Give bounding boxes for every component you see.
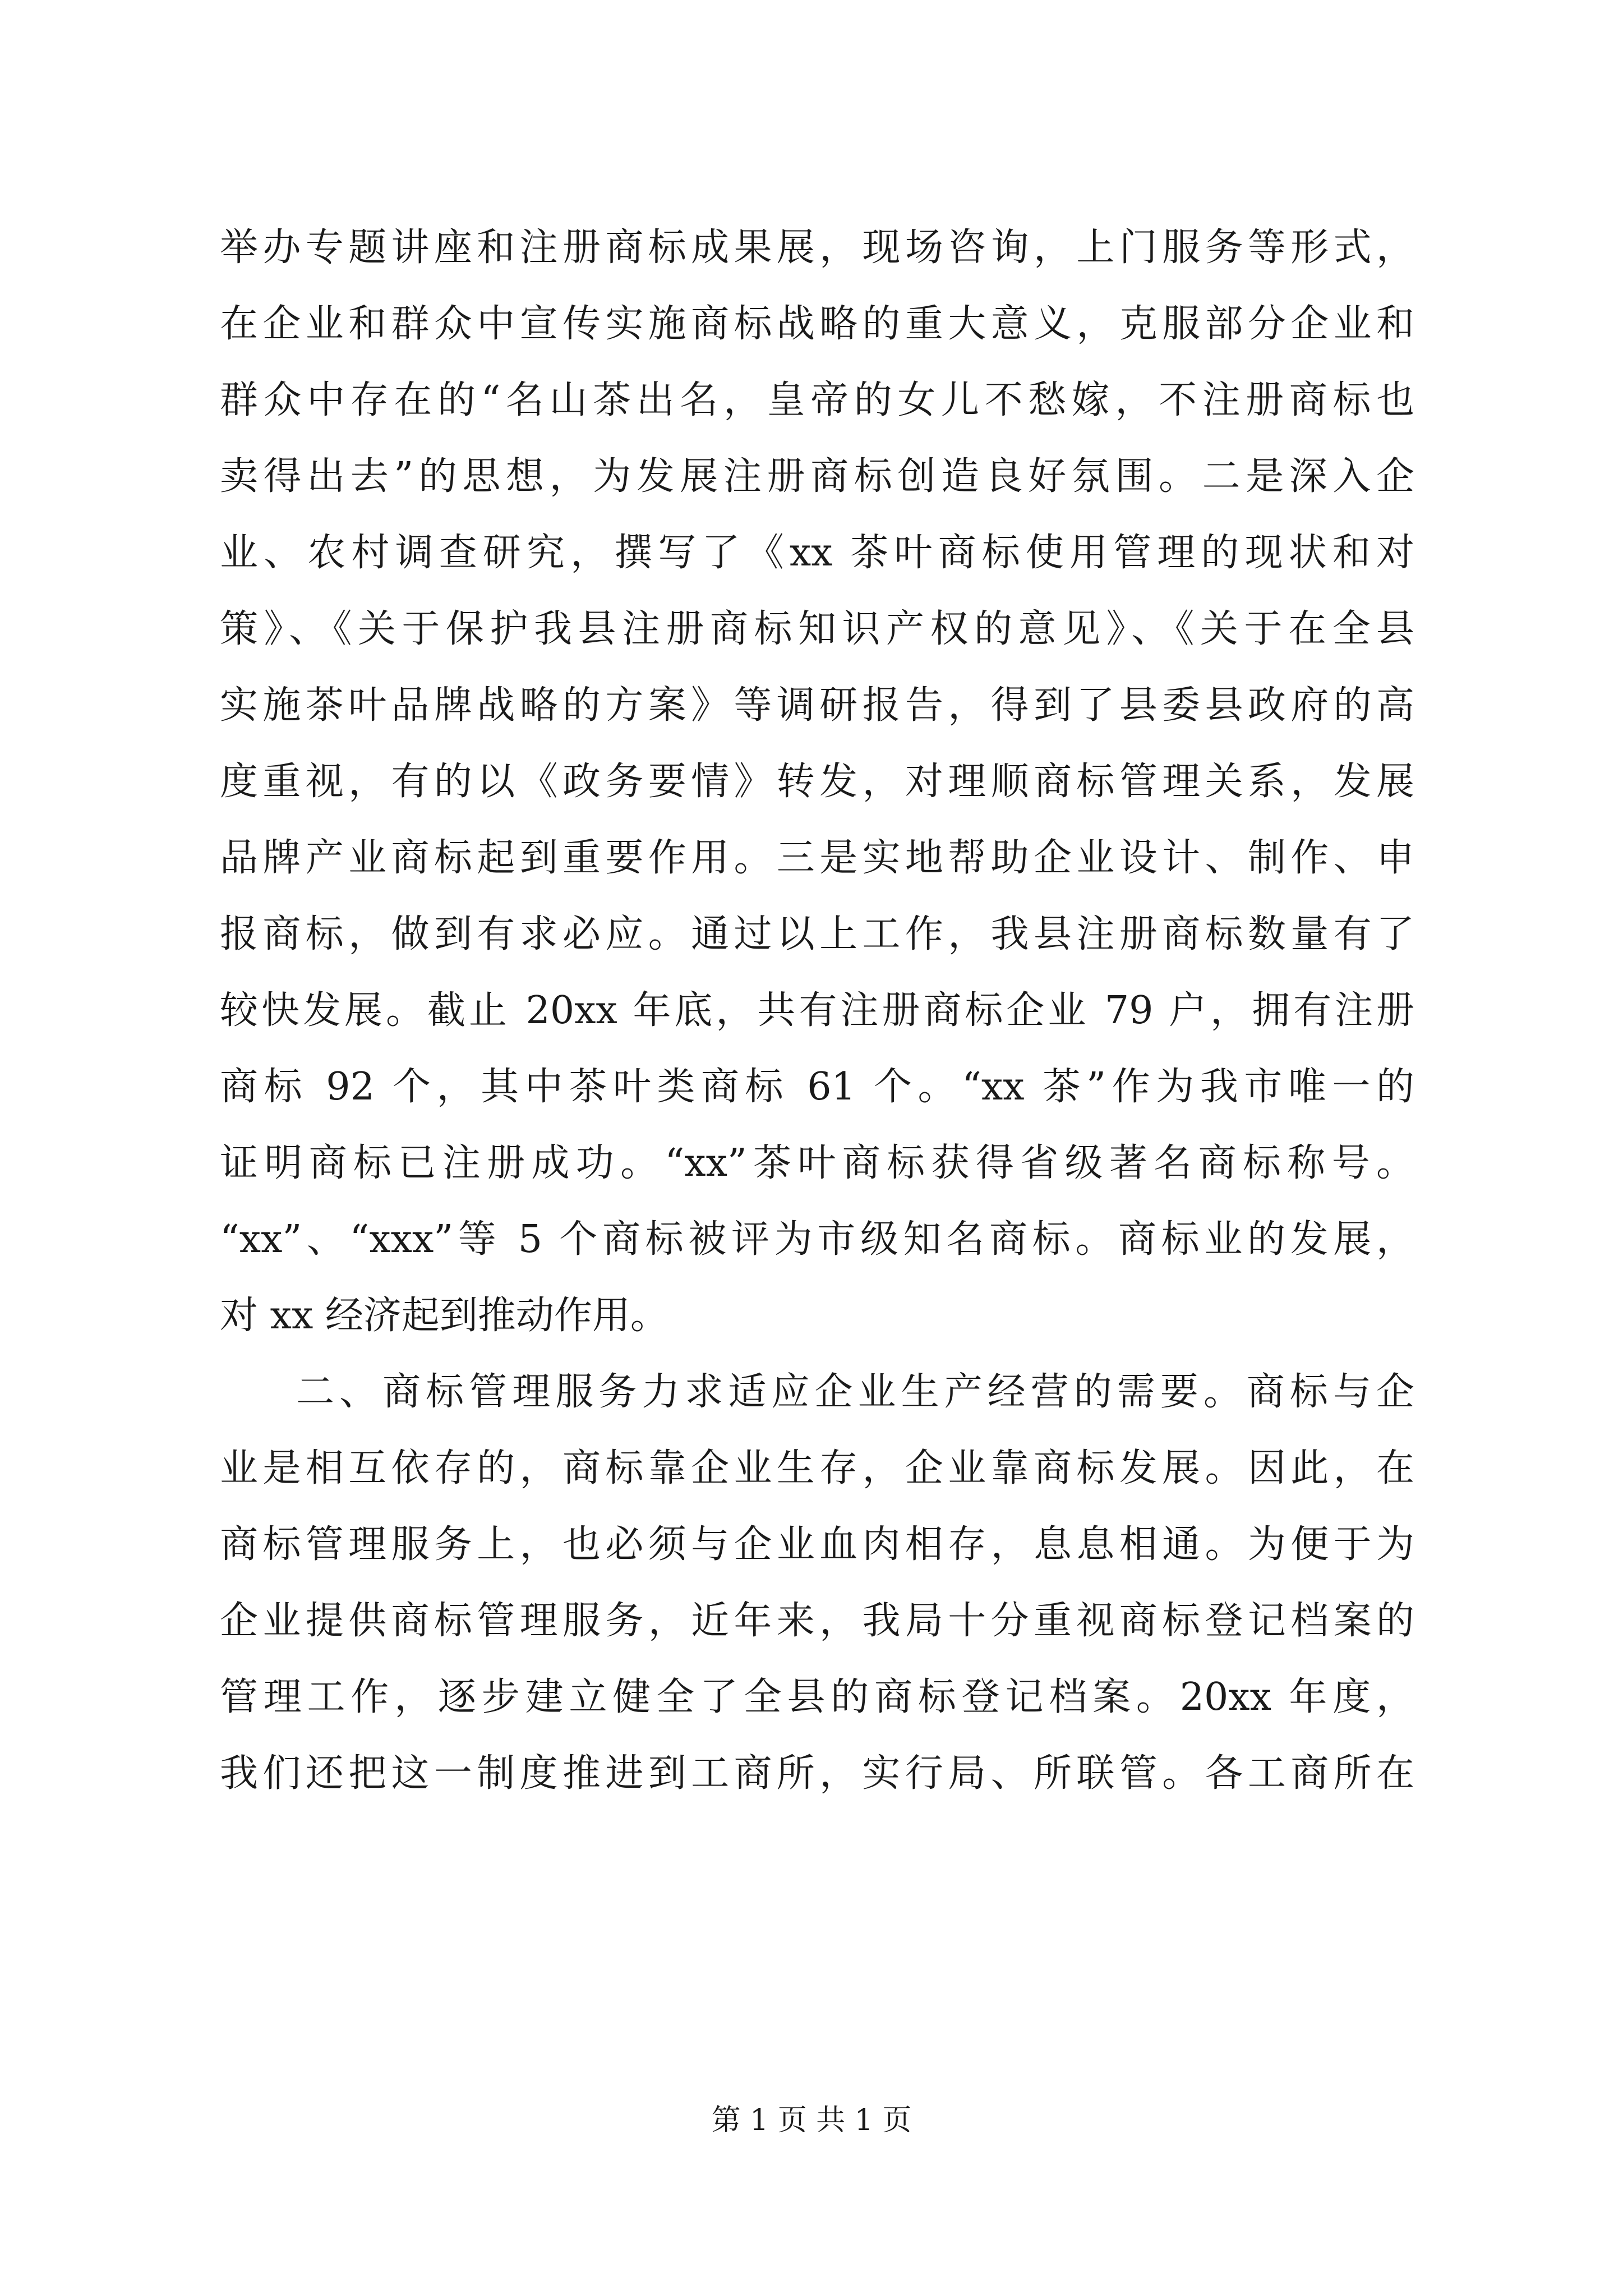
text-line: 在企业和群众中宣传实施商标战略的重大意义，克服部分企业和 <box>220 302 1414 346</box>
text-line: 策》、《关于保护我县注册商标知识产权的意见》、《关于在全县 <box>220 607 1414 651</box>
text-line: 群众中存在的“名山茶出名，皇帝的女儿不愁嫁，不注册商标也 <box>220 378 1414 422</box>
text-line: 二、商标管理服务力求适应企业生产经营的需要。商标与企 <box>296 1370 1414 1414</box>
body-text <box>220 210 1414 1812</box>
text-line: 对 xx 经济起到推动作用。 <box>220 1294 668 1338</box>
text-line: 商标 92 个，其中茶叶类商标 61 个。“xx 茶”作为我市唯一的 <box>220 1065 1414 1109</box>
text-line: 卖得出去”的思想，为发展注册商标创造良好氛围。二是深入企 <box>220 454 1414 499</box>
text-line: 较快发展。截止 20xx 年底，共有注册商标企业 79 户，拥有注册 <box>220 988 1414 1033</box>
paragraph <box>220 1354 1414 1812</box>
text-line: 我们还把这一制度推进到工商所，实行局、所联管。各工商所在 <box>220 1751 1414 1796</box>
text-line: 业是相互依存的，商标靠企业生存，企业靠商标发展。因此，在 <box>220 1446 1414 1490</box>
text-line: 报商标，做到有求必应。通过以上工作，我县注册商标数量有了 <box>220 912 1414 956</box>
text-line: 品牌产业商标起到重要作用。三是实地帮助企业设计、制作、申 <box>220 836 1414 880</box>
paragraph <box>220 210 1414 1354</box>
text-line: 证明商标已注册成功。“xx”茶叶商标获得省级著名商标称号。 <box>220 1141 1414 1185</box>
text-line: 商标管理服务上，也必须与企业血肉相存，息息相通。为便于为 <box>220 1522 1414 1567</box>
page-number: 第 1 页 共 1 页 <box>711 2104 912 2137</box>
text-line: 举办专题讲座和注册商标成果展，现场咨询，上门服务等形式， <box>220 226 1414 270</box>
text-line: 企业提供商标管理服务，近年来，我局十分重视商标登记档案的 <box>220 1599 1414 1643</box>
text-line: 业、农村调查研究，撰写了《xx 茶叶商标使用管理的现状和对 <box>220 531 1414 575</box>
text-line: 管理工作，逐步建立健全了全县的商标登记档案。20xx 年度， <box>220 1675 1414 1719</box>
text-line: “xx”、“xxx”等 5 个商标被评为市级知名商标。商标业的发展， <box>220 1217 1414 1262</box>
text-line: 实施茶叶品牌战略的方案》等调研报告，得到了县委县政府的高 <box>220 683 1414 728</box>
text-line: 度重视，有的以《政务要情》转发，对理顺商标管理关系，发展 <box>220 760 1414 804</box>
page-footer <box>0 2098 1623 2143</box>
